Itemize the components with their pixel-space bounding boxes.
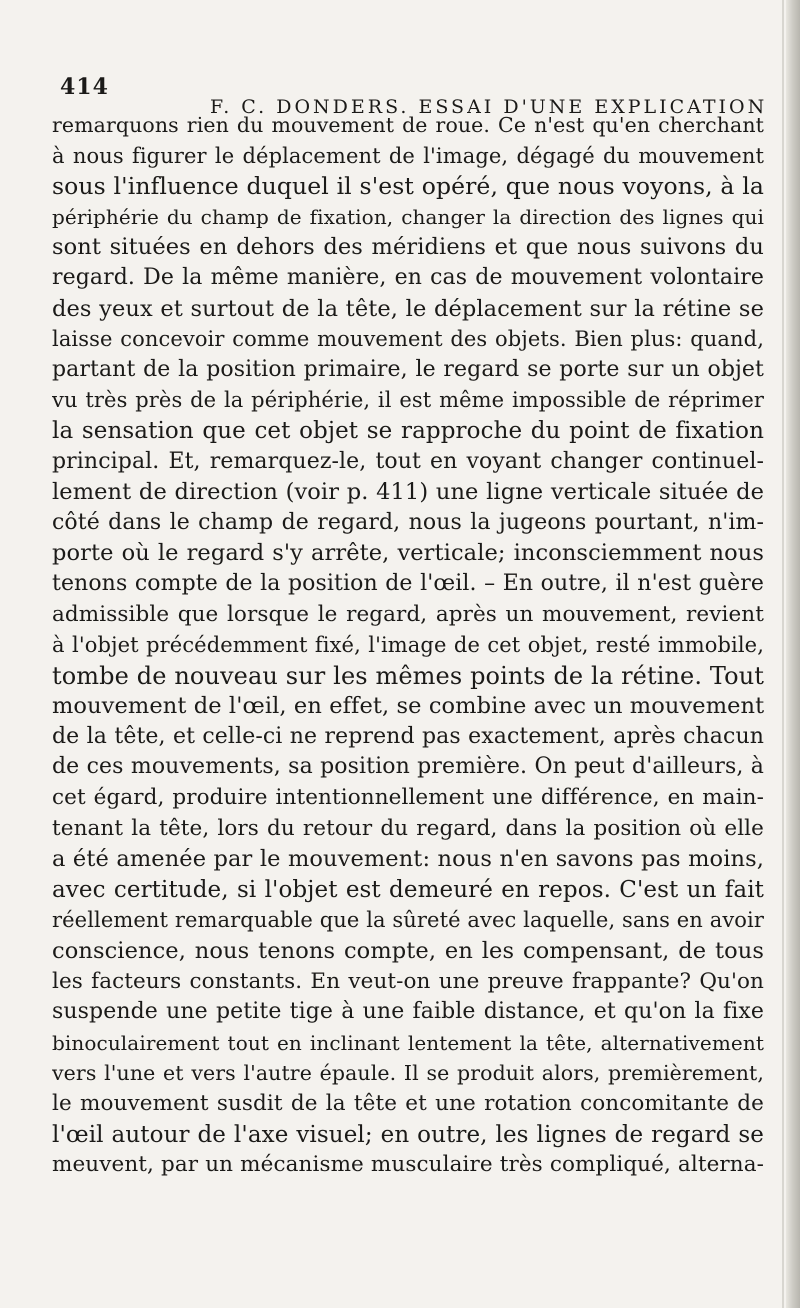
- text-line: vu très près de la périphérie, il est même impossible de réprimer: [52, 388, 764, 413]
- text-line: de ces mouvements, sa position première. On peut d'ailleurs, à: [52, 754, 764, 780]
- text-line: la sensation que cet objet se rapproche du point de fixation: [52, 417, 764, 444]
- text-line: meuvent, par un mécanisme musculaire très compliqué, alterna-: [52, 1152, 764, 1178]
- text-line: a été amenée par le mouvement: nous n'en savons pas moins,: [52, 846, 764, 873]
- text-line: tombe de nouveau sur les mêmes points de la rétine. Tout: [52, 661, 764, 690]
- text-line: à l'objet précédemment fixé, l'image de cet objet, resté immobile,: [52, 633, 764, 658]
- page-gutter-line: [782, 0, 784, 1308]
- text-line: l'œil autour de l'axe visuel; en outre, les lignes de regard se: [52, 1121, 764, 1148]
- text-line: de la tête, et celle-ci ne reprend pas exactement, après chacun: [52, 723, 764, 749]
- text-line: suspende une petite tige à une faible distance, et qu'on la fixe: [52, 999, 764, 1025]
- text-line: admissible que lorsque le regard, après un mouvement, revient: [52, 601, 764, 627]
- text-line: cet égard, produire intentionnellement une différence, en main-: [52, 785, 764, 811]
- text-line: laisse concevoir comme mouvement des objets. Bien plus: quand,: [52, 327, 764, 352]
- text-line: remarquons rien du mouvement de roue. Ce n'est qu'en cherchant: [52, 113, 764, 137]
- text-line: le mouvement susdit de la tête et une rotation concomitante de: [52, 1091, 764, 1116]
- text-line: les facteurs constants. En veut-on une preuve frappante? Qu'on: [52, 968, 764, 994]
- running-head: F. C. DONDERS. ESSAI D'UNE EXPLICATION: [210, 96, 768, 118]
- text-line: réellement remarquable que la sûreté avec laquelle, sans en avoir: [52, 908, 764, 933]
- text-line: à nous figurer le déplacement de l'image, dégagé du mouvement: [52, 143, 764, 168]
- text-line: des yeux et surtout de la tête, le déplacement sur la rétine se: [52, 295, 764, 322]
- text-line: sous l'influence duquel il s'est opéré, que nous voyons, à la: [52, 172, 764, 201]
- text-line: conscience, nous tenons compte, en les compensant, de tous: [52, 938, 764, 965]
- page-number: 414: [60, 74, 109, 100]
- text-line: partant de la position primaire, le regard se porte sur un objet: [52, 356, 764, 382]
- text-line: tenant la tête, lors du retour du regard, dans la position où elle: [52, 815, 764, 841]
- text-line: lement de direction (voir p. 411) une ligne verticale située de: [52, 479, 764, 506]
- text-line: tenons compte de la position de l'œil. – En outre, il n'est guère: [52, 570, 764, 596]
- text-line: sont situées en dehors des méridiens et que nous suivons du: [52, 234, 764, 261]
- text-line: côté dans le champ de regard, nous la jugeons pourtant, n'im-: [52, 509, 764, 535]
- text-line: avec certitude, si l'objet est demeuré en repos. C'est un fait: [52, 876, 764, 903]
- page-edge: [786, 0, 800, 1308]
- text-line: vers l'une et vers l'autre épaule. Il se produit alors, premièrement,: [52, 1061, 764, 1086]
- page-header: [60, 74, 768, 118]
- text-line: porte où le regard s'y arrête, verticale; inconsciemment nous: [52, 540, 764, 567]
- text-line: binoculairement tout en inclinant lentement la tête, alternativement: [52, 1030, 764, 1055]
- text-line: regard. De la même manière, en cas de mouvement volontaire: [52, 264, 764, 290]
- text-line: principal. Et, remarquez-le, tout en voyant changer continuel-: [52, 448, 764, 474]
- text-line: périphérie du champ de fixation, changer la direction des lignes qui: [52, 204, 764, 229]
- body-paragraph: [52, 110, 764, 1295]
- text-line: mouvement de l'œil, en effet, se combine avec un mouvement: [52, 693, 764, 720]
